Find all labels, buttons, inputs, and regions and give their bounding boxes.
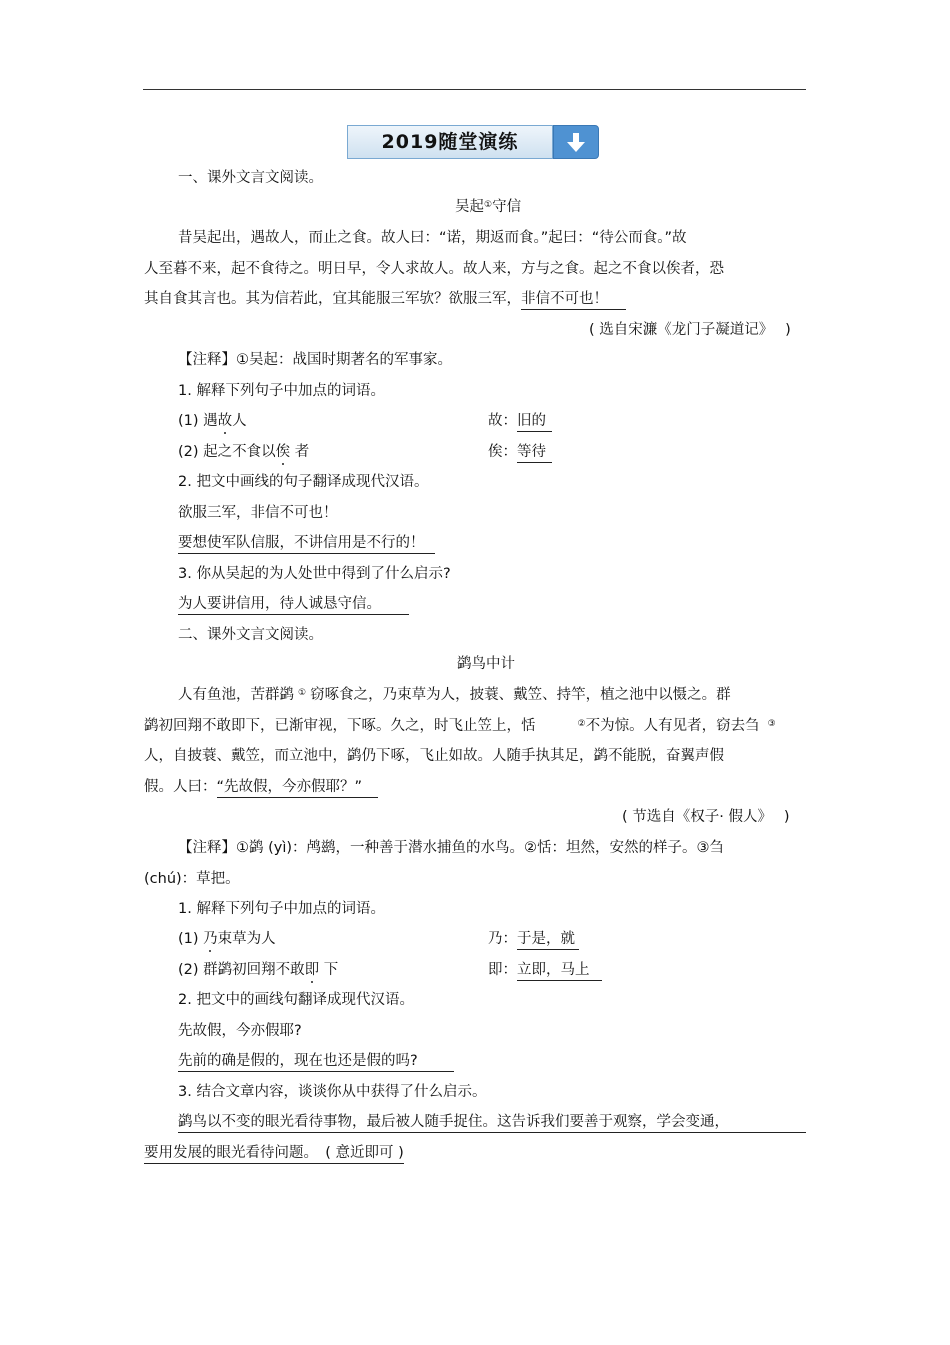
s2-question3: 3. 结合文章内容，谈谈你从中获得了什么启示。 xyxy=(178,1084,487,1100)
s1-q1b-answer: 俟：等待 xyxy=(488,442,552,463)
s2-q1a-answer: 乃：于是，就 xyxy=(488,929,579,950)
banner-label: 2019随堂演练 xyxy=(347,125,553,159)
s2-q1b-answer: 即：立即，马上 xyxy=(488,960,602,981)
section-banner xyxy=(347,125,599,159)
s1-q2-answer: 要想使军队信服，不讲信用是不行的！ xyxy=(178,533,435,554)
s2-question2: 2. 把文中的画线句翻译成现代汉语。 xyxy=(178,992,414,1008)
passage2-line2: 鹢初回翔不敢即下，已渐审视，下啄。久之，时飞止笠上，恬 ②不为惊。人有见者，窃去刍 ③ xyxy=(144,718,776,734)
passage1-line3: 其自食其言也。其为信若此，宜其能服三军欤？欲服三军，非信不可也！ xyxy=(144,289,626,310)
s1-question3: 3. 你从吴起的为人处世中得到了什么启示? xyxy=(178,566,451,582)
passage1-title: 吴起①守信 xyxy=(455,199,522,215)
passage2-note1: 【注释】①鹢 (yì)：鸬鹚，一种善于潜水捕鱼的水鸟。②恬：坦然，安然的样子。③刍 xyxy=(178,840,725,856)
underlined-sentence-2: “先故假，今亦假耶？” xyxy=(217,777,379,798)
underlined-sentence: 非信不可也！ xyxy=(521,289,626,310)
passage2-source: ( 节选自《权子· 假人》 ) xyxy=(622,809,790,825)
passage2-line4: 假。人曰：“先故假，今亦假耶？” xyxy=(144,777,378,798)
section2-heading: 二、课外文言文阅读。 xyxy=(178,627,323,643)
s2-q3-answer-line2: 要用发展的眼光看待问题。 ( 意近即可 ) xyxy=(144,1143,404,1164)
s2-q2-answer: 先前的确是假的，现在也还是假的吗? xyxy=(178,1051,454,1072)
passage2-title: 鹢鸟中计 xyxy=(457,656,515,672)
s2-q1b: (2) 群鹢初回翔不敢即 下 xyxy=(178,962,339,978)
passage1-line2: 人至暮不来，起不食待之。明日早，令人求故人。故人来，方与之食。起之不食以俟者，恐 xyxy=(144,261,724,277)
s2-q3-answer-line1: 鹢鸟以不变的眼光看待事物，最后被人随手捉住。这告诉我们要善于观察，学会变通， xyxy=(178,1114,729,1130)
s1-q3-answer: 为人要讲信用，待人诚恳守信。 xyxy=(178,594,409,615)
s2-question1: 1. 解释下列句子中加点的词语。 xyxy=(178,901,385,917)
s2-q2-source: 先故假，今亦假耶? xyxy=(178,1023,302,1039)
s1-q2-source: 欲服三军，非信不可也！ xyxy=(178,505,338,521)
s1-q1b: (2) 起之不食以俟 者 xyxy=(178,444,310,460)
passage1-line1: 昔吴起出，遇故人，而止之食。故人曰：“诺，期返而食。”起曰：“待公而食。”故 xyxy=(178,230,687,246)
header-rule xyxy=(143,89,806,90)
s1-q1a-answer: 故：旧的 xyxy=(488,411,552,432)
s2-q1a: (1) 乃束草为人 xyxy=(178,931,276,947)
passage2-note2: (chú)：草把。 xyxy=(144,871,240,887)
s1-q1a: (1) 遇故人 xyxy=(178,413,247,429)
passage1-note: 【注释】①吴起：战国时期著名的军事家。 xyxy=(178,352,452,368)
passage2-line3: 人，自披蓑、戴笠，而立池中，鹢仍下啄，飞止如故。人随手执其足，鹢不能脱，奋翼声假 xyxy=(144,748,724,764)
s1-question1: 1. 解释下列句子中加点的词语。 xyxy=(178,383,385,399)
passage1-source: ( 选自宋濂《龙门子凝道记》 ) xyxy=(589,322,791,338)
section1-heading: 一、课外文言文阅读。 xyxy=(178,170,323,186)
s1-question2: 2. 把文中画线的句子翻译成现代汉语。 xyxy=(178,474,429,490)
down-arrow-icon xyxy=(553,125,599,159)
s2-q3-underline1 xyxy=(178,1132,806,1133)
passage2-line1: 人有鱼池，苦群鹢 ① 窃啄食之，乃束草为人，披蓑、戴笠、持竿，植之池中以慑之。群 xyxy=(178,687,731,703)
